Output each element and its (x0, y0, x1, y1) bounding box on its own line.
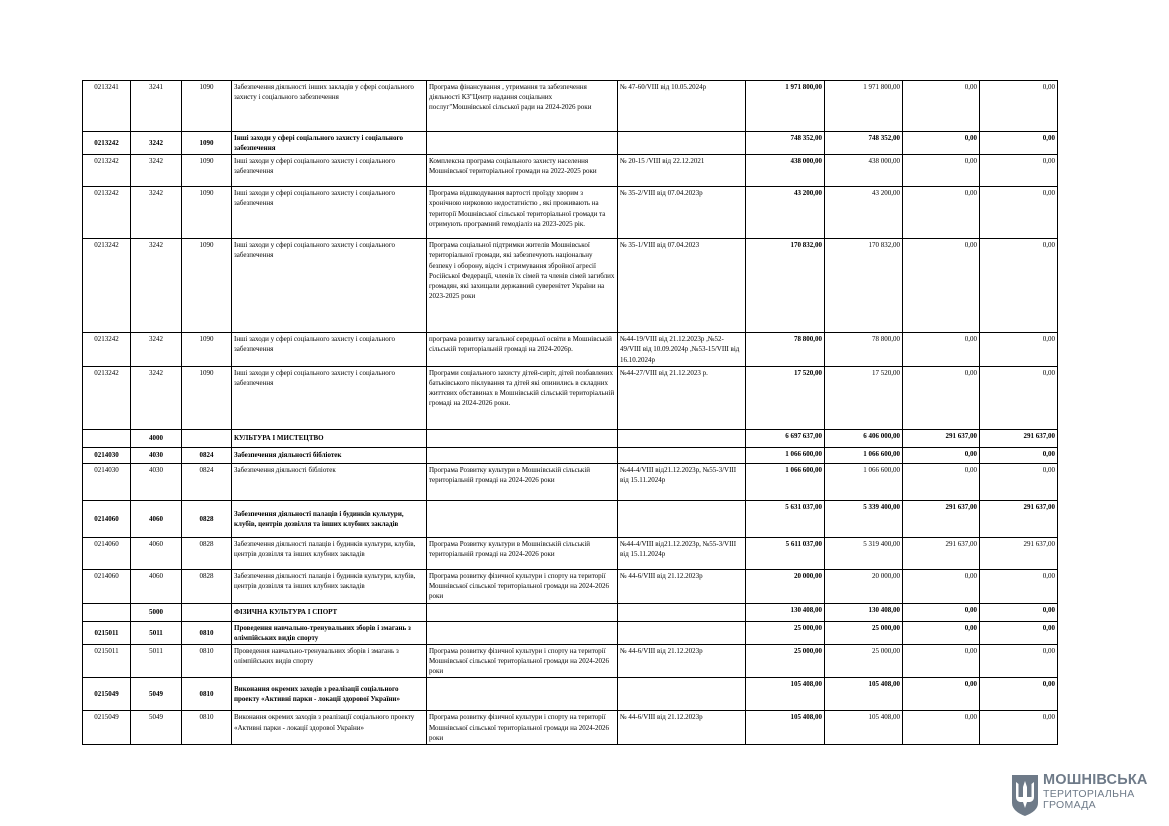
cell-general-fund: 1 066 600,00 (825, 463, 903, 500)
cell-function-code (182, 603, 232, 621)
cell-general-fund: 170 832,00 (825, 239, 903, 333)
cell-name: Забезпечення діяльності палаців i будинків культури, клубів, центрів дозвілля та iнших клубних закладів (232, 537, 427, 569)
cell-decision (618, 678, 746, 711)
cell-function-code: 0810 (182, 621, 232, 644)
cell-special-fund: 0,00 (903, 603, 980, 621)
table-row (83, 644, 1058, 677)
cell-decision (618, 429, 746, 447)
cell-code: 0215049 (83, 711, 131, 744)
table-row (83, 187, 1058, 239)
cell-name: Інші заходи у сфері соціального захисту і соціального забезпечення (232, 239, 427, 333)
cell-total: 20 000,00 (746, 569, 825, 603)
cell-name: Забезпечення діяльності бібліотек (232, 447, 427, 463)
cell-function-code: 0828 (182, 569, 232, 603)
cell-special-fund: 0,00 (903, 447, 980, 463)
budget-table (82, 80, 1058, 745)
cell-general-fund: 5 319 400,00 (825, 537, 903, 569)
cell-program (427, 603, 618, 621)
cell-program-code: 3242 (131, 366, 182, 429)
cell-decision: №44-4/VIII від21.12.2023р, №55-3/VIII від 15.11.2024р (618, 537, 746, 569)
cell-development-budget: 291 637,00 (980, 500, 1058, 537)
cell-function-code: 1090 (182, 155, 232, 187)
cell-program-code: 3242 (131, 155, 182, 187)
cell-special-fund: 0,00 (903, 187, 980, 239)
cell-program-code: 4060 (131, 569, 182, 603)
cell-program-code: 5049 (131, 711, 182, 744)
cell-program (427, 500, 618, 537)
cell-function-code: 1090 (182, 187, 232, 239)
cell-special-fund: 0,00 (903, 678, 980, 711)
cell-function-code: 0828 (182, 500, 232, 537)
cell-development-budget: 0,00 (980, 132, 1058, 155)
cell-code: 0214030 (83, 463, 131, 500)
cell-decision (618, 621, 746, 644)
cell-general-fund: 25 000,00 (825, 621, 903, 644)
cell-function-code (182, 429, 232, 447)
cell-code: 0214030 (83, 447, 131, 463)
cell-program: Програма відшкодування вартості проїзду хворим з хронічною нирковою недостатністю , які проживають на території Мошнівської сільської територіальної громади та отримують програмний гемодіаліз на 2023-2025 рік. (427, 187, 618, 239)
table-row (83, 569, 1058, 603)
cell-total: 1 066 600,00 (746, 463, 825, 500)
cell-program-code: 5011 (131, 621, 182, 644)
table-row-total (83, 621, 1058, 644)
cell-name: Інші заходи у сфері соціального захисту і соціального забезпечення (232, 155, 427, 187)
cell-name: КУЛЬТУРА І МИСТЕЦТВО (232, 429, 427, 447)
cell-special-fund: 0,00 (903, 711, 980, 744)
cell-special-fund: 0,00 (903, 132, 980, 155)
cell-name: Забезпечення діяльності палаців i будинків культури, клубів, центрів дозвілля та iнших клубних закладів (232, 569, 427, 603)
cell-code: 0213242 (83, 333, 131, 366)
cell-total: 43 200,00 (746, 187, 825, 239)
cell-decision: № 35-2/VIII від 07.04.2023р (618, 187, 746, 239)
cell-total: 748 352,00 (746, 132, 825, 155)
cell-total: 105 408,00 (746, 678, 825, 711)
cell-decision (618, 603, 746, 621)
cell-general-fund: 130 408,00 (825, 603, 903, 621)
table-row-total (83, 500, 1058, 537)
cell-development-budget: 0,00 (980, 239, 1058, 333)
cell-name: Інші заходи у сфері соціального захисту і соціального забезпечення (232, 187, 427, 239)
cell-special-fund: 291 637,00 (903, 429, 980, 447)
community-logo (1010, 773, 1160, 817)
cell-special-fund: 0,00 (903, 81, 980, 132)
cell-code: 0213242 (83, 366, 131, 429)
cell-program-code: 4030 (131, 447, 182, 463)
logo-title: МОШНІВСЬКА (1043, 772, 1148, 788)
cell-special-fund: 0,00 (903, 569, 980, 603)
cell-name: Виконання окремих заходів з реалізації соціального проекту «Активні парки - локації здорової України» (232, 678, 427, 711)
cell-development-budget: 0,00 (980, 81, 1058, 132)
cell-total: 1 971 800,00 (746, 81, 825, 132)
cell-program: Комплексна програма соціального захисту населення Мошнівської територіальної громади на 2022-2025 роки (427, 155, 618, 187)
cell-function-code: 0828 (182, 537, 232, 569)
cell-special-fund: 0,00 (903, 644, 980, 677)
cell-development-budget: 0,00 (980, 366, 1058, 429)
logo-subtitle-line-1: ТЕРИТОРІАЛЬНА (1043, 787, 1135, 800)
cell-code (83, 603, 131, 621)
cell-total: 78 800,00 (746, 333, 825, 366)
cell-name: Інші заходи у сфері соціального захисту і соціального забезпечення (232, 366, 427, 429)
cell-program: Програма соціальної підтримки жителів Мошнівської територіальної громади, які забезпечують національну безпеку і оборону, відсіч і стримування збройної агресії Російської Федерації, членів їх сімей та членів сімей загиблих громадян, які захищали державний суверенітет України на 2023-2025 роки (427, 239, 618, 333)
cell-general-fund: 20 000,00 (825, 569, 903, 603)
cell-program-code: 3241 (131, 81, 182, 132)
cell-decision: №44-19/VIII від 21.12.2023р ,№52-49/VIII від 10.09.2024р ,№53-15/VIII від 16.10.2024р (618, 333, 746, 366)
cell-function-code: 1090 (182, 132, 232, 155)
cell-program: Програма розвитку фізичної культури і спорту на території Мошнівської сільської територіальної громади на 2024-2026 роки (427, 711, 618, 744)
cell-name: ФІЗИЧНА КУЛЬТУРА І СПОРТ (232, 603, 427, 621)
cell-program: Програма розвитку фізичної культури і спорту на території Мошнівської сільської територіальної громади на 2024-2026 роки (427, 644, 618, 677)
cell-code: 0213242 (83, 239, 131, 333)
cell-program (427, 132, 618, 155)
cell-development-budget: 0,00 (980, 644, 1058, 677)
table-row (83, 155, 1058, 187)
cell-program: Програма розвитку фізичної культури і спорту на території Мошнівської сільської територіальної громади на 2024-2026 роки (427, 569, 618, 603)
trident-emblem-icon (1010, 773, 1040, 817)
cell-special-fund: 0,00 (903, 463, 980, 500)
cell-name: Проведення навчально-тренувальних зборів і змагань з олімпійських видів спорту (232, 644, 427, 677)
cell-code: 0214060 (83, 569, 131, 603)
table-row (83, 463, 1058, 500)
cell-code: 0215011 (83, 644, 131, 677)
cell-total: 170 832,00 (746, 239, 825, 333)
cell-function-code: 1090 (182, 333, 232, 366)
cell-decision: № 47-60/VIII від 10.05.2024р (618, 81, 746, 132)
cell-general-fund: 25 000,00 (825, 644, 903, 677)
table-row (83, 81, 1058, 132)
cell-total: 6 697 637,00 (746, 429, 825, 447)
cell-decision: № 44-6/VIII від 21.12.2023р (618, 569, 746, 603)
cell-development-budget: 0,00 (980, 603, 1058, 621)
cell-development-budget: 0,00 (980, 333, 1058, 366)
cell-program-code: 5049 (131, 678, 182, 711)
cell-name: Проведення навчально-тренувальних зборів і змагань з олімпійських видів спорту (232, 621, 427, 644)
cell-general-fund: 6 406 000,00 (825, 429, 903, 447)
cell-code: 0213242 (83, 132, 131, 155)
cell-name: Забезпечення діяльності інших закладів у сфері соціального захисту і соціального забезпечення (232, 81, 427, 132)
cell-name: Забезпечення діяльності палаців i будинків культури, клубів, центрів дозвілля та iнших клубних закладів (232, 500, 427, 537)
cell-development-budget: 0,00 (980, 711, 1058, 744)
cell-special-fund: 291 637,00 (903, 537, 980, 569)
cell-total: 105 408,00 (746, 711, 825, 744)
cell-general-fund: 43 200,00 (825, 187, 903, 239)
cell-function-code: 0810 (182, 678, 232, 711)
cell-total: 130 408,00 (746, 603, 825, 621)
cell-function-code: 0810 (182, 711, 232, 744)
cell-program-code: 3242 (131, 333, 182, 366)
cell-program-code: 3242 (131, 132, 182, 155)
cell-function-code: 0810 (182, 644, 232, 677)
cell-total: 1 066 600,00 (746, 447, 825, 463)
cell-special-fund: 0,00 (903, 239, 980, 333)
cell-development-budget: 0,00 (980, 447, 1058, 463)
cell-name: Виконання окремих заходів з реалізації соціального проекту «Активні парки - локації здорової України» (232, 711, 427, 744)
cell-total: 5 611 037,00 (746, 537, 825, 569)
cell-program-code: 5000 (131, 603, 182, 621)
cell-decision: № 44-6/VIII від 21.12.2023р (618, 711, 746, 744)
cell-development-budget: 0,00 (980, 155, 1058, 187)
cell-function-code: 0824 (182, 447, 232, 463)
cell-name: Інші заходи у сфері соціального захисту і соціального забезпечення (232, 333, 427, 366)
cell-development-budget: 0,00 (980, 678, 1058, 711)
cell-program: програма розвитку загальної середньої освіти в Мошнівській сільській територіальній громаді на 2024-2026р. (427, 333, 618, 366)
cell-program: Програма Розвитку культури в Мошнівській сільській територіальній громаді на 2024-2026 роки (427, 537, 618, 569)
cell-general-fund: 78 800,00 (825, 333, 903, 366)
table-row-total (83, 132, 1058, 155)
cell-general-fund: 748 352,00 (825, 132, 903, 155)
logo-subtitle-line-2: ГРОМАДА (1043, 799, 1096, 811)
cell-program (427, 621, 618, 644)
cell-program-code: 3242 (131, 187, 182, 239)
logo-text (1043, 773, 1148, 811)
cell-decision (618, 132, 746, 155)
cell-general-fund: 5 339 400,00 (825, 500, 903, 537)
cell-code: 0214060 (83, 537, 131, 569)
cell-special-fund: 0,00 (903, 333, 980, 366)
cell-total: 25 000,00 (746, 621, 825, 644)
cell-development-budget: 0,00 (980, 569, 1058, 603)
cell-program-code: 4060 (131, 537, 182, 569)
cell-decision: № 35-1/VIII від 07.04.2023 (618, 239, 746, 333)
cell-development-budget: 0,00 (980, 187, 1058, 239)
cell-development-budget: 291 637,00 (980, 429, 1058, 447)
cell-special-fund: 0,00 (903, 621, 980, 644)
cell-code: 0213241 (83, 81, 131, 132)
table-row (83, 537, 1058, 569)
cell-program-code: 5011 (131, 644, 182, 677)
cell-code: 0215049 (83, 678, 131, 711)
cell-total: 17 520,00 (746, 366, 825, 429)
cell-general-fund: 17 520,00 (825, 366, 903, 429)
table-row (83, 711, 1058, 744)
cell-special-fund: 0,00 (903, 366, 980, 429)
cell-name: Інші заходи у сфері соціального захисту і соціального забезпечення (232, 132, 427, 155)
cell-total: 438 000,00 (746, 155, 825, 187)
table-row (83, 333, 1058, 366)
cell-decision: №44-27/VIII від 21.12.2023 р. (618, 366, 746, 429)
cell-development-budget: 0,00 (980, 621, 1058, 644)
cell-function-code: 1090 (182, 239, 232, 333)
cell-program (427, 447, 618, 463)
cell-program-code: 3242 (131, 239, 182, 333)
cell-code: 0213242 (83, 155, 131, 187)
cell-development-budget: 291 637,00 (980, 537, 1058, 569)
cell-total: 5 631 037,00 (746, 500, 825, 537)
cell-function-code: 1090 (182, 366, 232, 429)
cell-program-code: 4000 (131, 429, 182, 447)
table-row (83, 239, 1058, 333)
cell-code (83, 429, 131, 447)
cell-program-code: 4060 (131, 500, 182, 537)
cell-program: Програма фінансування , утримання та забезпечення діяльності КЗ"Центр надання соціальних послуг"Мошнівської сільської ради на 2024-2026 роки (427, 81, 618, 132)
cell-code: 0214060 (83, 500, 131, 537)
cell-program (427, 678, 618, 711)
table-row (83, 366, 1058, 429)
cell-decision: №44-4/VIII від21.12.2023р, №55-3/VIII від 15.11.2024р (618, 463, 746, 500)
cell-special-fund: 0,00 (903, 155, 980, 187)
table-row-total (83, 678, 1058, 711)
cell-general-fund: 1 971 800,00 (825, 81, 903, 132)
cell-code: 0213242 (83, 187, 131, 239)
cell-decision: № 20-15 /VIII від 22.12.2021 (618, 155, 746, 187)
cell-function-code: 0824 (182, 463, 232, 500)
cell-code: 0215011 (83, 621, 131, 644)
cell-general-fund: 105 408,00 (825, 711, 903, 744)
cell-development-budget: 0,00 (980, 463, 1058, 500)
cell-general-fund: 105 408,00 (825, 678, 903, 711)
cell-name: Забезпечення діяльності бібліотек (232, 463, 427, 500)
cell-program: Програми соціального захисту дітей-сиріт, дітей позбавлених батьківського піклування та дітей які опинились в складних життєвих обставинах в Мошнівській сільській територіальній громаді на 2024-2026 роки. (427, 366, 618, 429)
cell-decision: № 44-6/VIII від 21.12.2023р (618, 644, 746, 677)
cell-special-fund: 291 637,00 (903, 500, 980, 537)
cell-total: 25 000,00 (746, 644, 825, 677)
cell-decision (618, 500, 746, 537)
cell-program-code: 4030 (131, 463, 182, 500)
cell-program: Програма Розвитку культури в Мошнівській сільській територіальній громаді на 2024-2026 роки (427, 463, 618, 500)
cell-general-fund: 1 066 600,00 (825, 447, 903, 463)
table-row-total (83, 429, 1058, 447)
cell-general-fund: 438 000,00 (825, 155, 903, 187)
cell-decision (618, 447, 746, 463)
table-row-total (83, 447, 1058, 463)
cell-program (427, 429, 618, 447)
cell-function-code: 1090 (182, 81, 232, 132)
table-row-total (83, 603, 1058, 621)
